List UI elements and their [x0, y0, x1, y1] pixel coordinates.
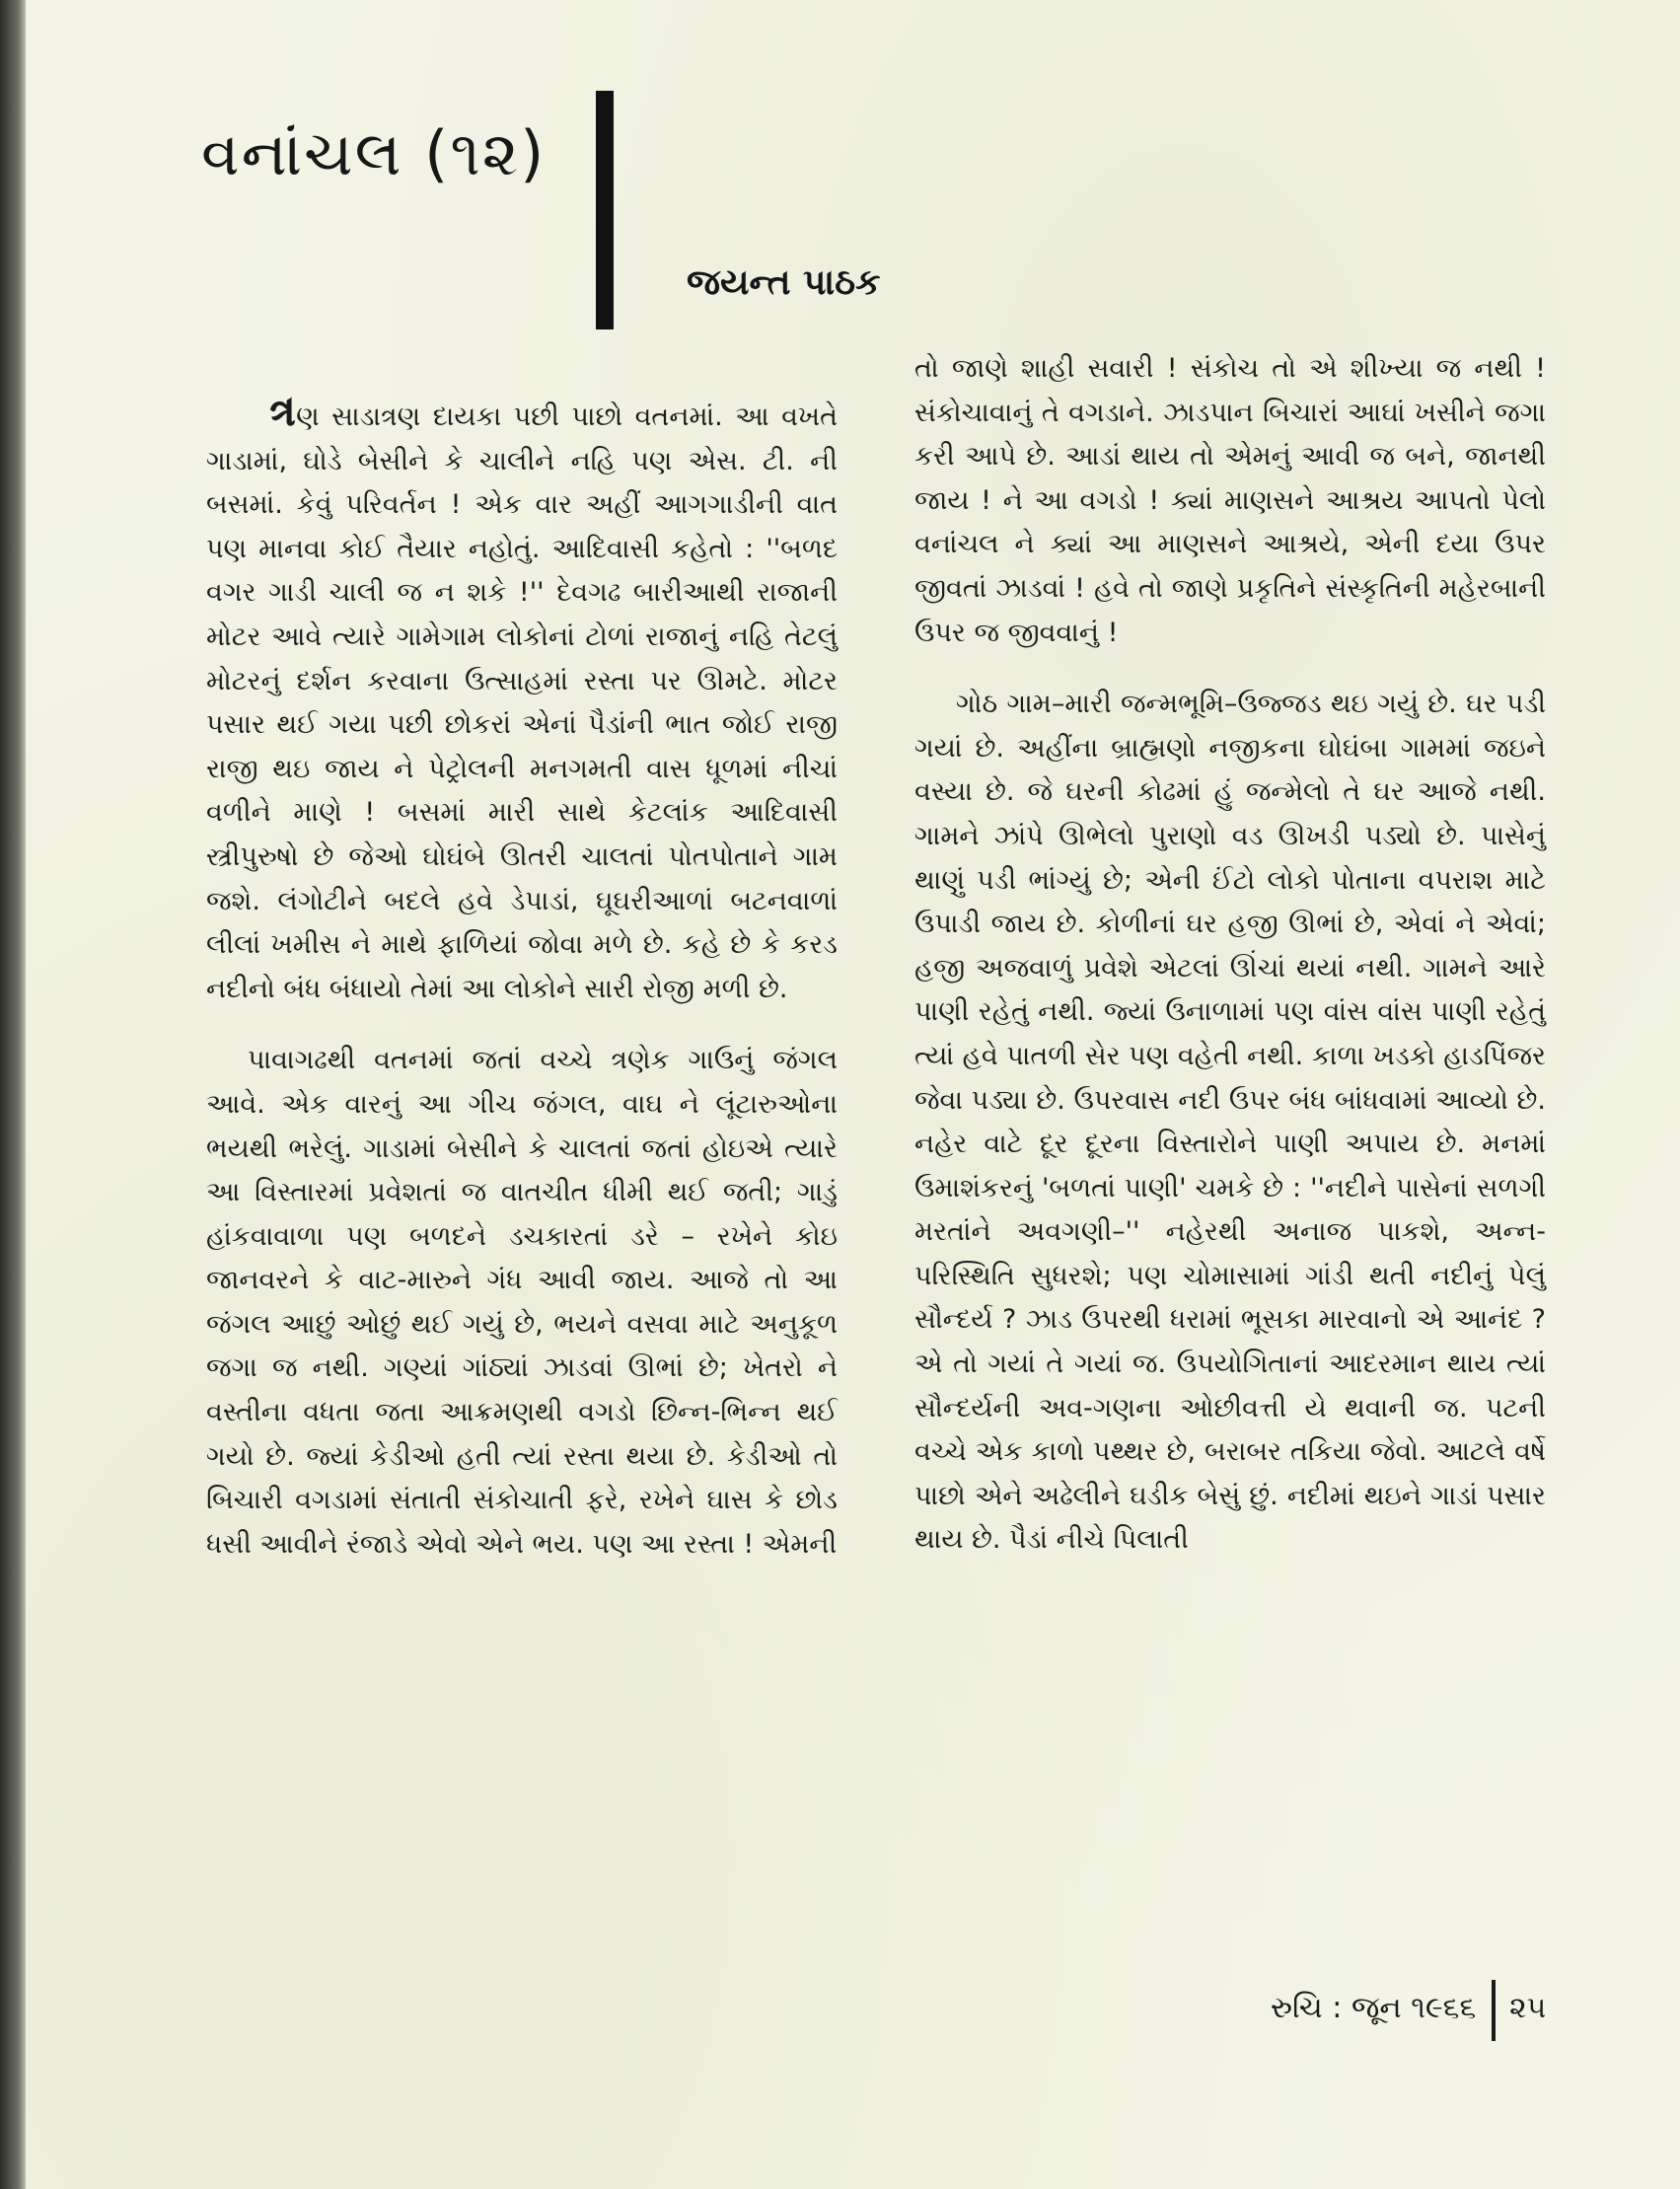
magazine-page — [26, 0, 1680, 2189]
footer-magazine-issue: રુચિ : જૂન ૧૯૬૬ — [1271, 1991, 1477, 2025]
drop-cap: ત્ર — [269, 386, 297, 436]
paragraph-text: ણ સાડાત્રણ દાયકા પછી પાછો વતનમાં. આ વખતે ગાડામાં, ઘોડે બેસીને કે ચાલીને નહિ પણ એસ. ટી. ની બસમાં. કેવું પરિવર્તન ! એક વાર અહીં આગગાડીની વાત પણ માનવા કોઈ તૈયાર નહોતું. આદિવાસી કહેતો : ''બળદ વગર ગાડી ચાલી જ ન શકે !'' દેવગઢ બારીઆથી રાજાની મોટર આવે ત્યારે ગામેગામ લોકોનાં ટોળાં રાજાનું નહિ તેટલું મોટરનું દર્શન કરવાના ઉત્સાહમાં રસ્તા પર ઊમટે. મોટર પસાર થઈ ગયા પછી છોકરાં એનાં પૈડાંની ભાત જોઈ રાજી રાજી થઇ જાય ને પેટ્રોલની મનગમતી વાસ ધૂળમાં નીચાં વળીને માણે ! બસમાં મારી સાથે કેટલાંક આદિવાસી સ્ત્રીપુરુષો છે જેઓ ઘોઘંબે ઊતરી ચાલતાં પોતપોતાને ગામ જશે. લંગોટીને બદલે હવે ડેપાડાં, ઘૂઘરીઆળાં બટનવાળાં લીલાં ખમીસ ને માથે ફાળિયાં જોવા મળે છે. કહે છે કે કરડ નદીનો બંધ બંધાયો તેમાં આ લોકોને સારી રોજી મળી છે. — [206, 401, 838, 1004]
paragraph: પાવાગઢથી વતનમાં જતાં વચ્ચે ત્રણેક ગાઉનું જંગલ આવે. એક વારનું આ ગીચ જંગલ, વાઘ ને લૂંટારુઓના ભયથી ભરેલું. ગાડામાં બેસીને કે ચાલતાં જતાં હોઇએ ત્યારે આ વિસ્તારમાં પ્રવેશતાં જ વાતચીત ધીમી થઈ જતી; ગાડું હાંકવાવાળા પણ બળદને ડચકારતાં ડરે – રખેને કોઇ જાનવરને કે વાટ-મારુને ગંધ આવી જાય. આજે તો આ જંગલ આછું ઓછું થઈ ગયું છે, ભયને વસવા માટે અનુકૂળ જગા જ નથી. ગણ્યાં ગાંઠ્યાં ઝાડવાં ઊભાં છે; ખેતરો ને વસ્તીના વધતા જતા આક્રમણથી વગડો છિન્ન-ભિન્ન થઈ ગયો છે. જ્યાં કેડીઓ હતી ત્યાં રસ્તા થયા છે. કેડીઓ તો બિચારી વગડામાં સંતાતી સંકોચાતી ફરે, રખેને ઘાસ કે છોડ ધસી આવીને રંજાડે એવો એને ભય. પણ આ રસ્તા ! એમની — [206, 1045, 838, 1560]
article-author: જયન્ત પાઠક — [687, 262, 881, 303]
paragraph: તો જાણે શાહી સવારી ! સંકોચ તો એ શીખ્યા જ નથી ! સંકોચાવાનું તે વગડાને. ઝાડપાન બિચારાં આઘાં ખસીને જગા કરી આપે છે. આડાં થાય તો એમનું આવી જ બને, જાનથી જાય ! ને આ વગડો ! ક્યાં માણસને આશ્રય આપતો પેલો વનાંચલ ને ક્યાં આ માણસને આશ્રયે, એની દયા ઉપર જીવતાં ઝાડવાં ! હવે તો જાણે પ્રકૃતિને સંસ્કૃતિની મહેરબાની ઉપર જ જીવવાનું ! — [914, 353, 1546, 648]
page-number: ૨૫ — [1509, 1991, 1547, 2025]
title-divider-bar — [596, 91, 614, 329]
footer-divider — [1492, 1980, 1496, 2041]
left-column — [206, 386, 838, 1567]
paragraph: ગોઠ ગામ–મારી જન્મભૂમિ–ઉજ્જડ થઇ ગયું છે. ઘર પડી ગયાં છે. અહીંના બ્રાહ્મણો નજીકના ઘોઘંબા ગામમાં જઇને વસ્યા છે. જે ઘરની કોઢમાં હું જન્મેલો તે ઘર આજે નથી. ગામને ઝાંપે ઊભેલો પુરાણો વડ ઊખડી પડ્યો છે. પાસેનું થાણું પડી ભાંગ્યું છે; એની ઈંટો લોકો પોતાના વપરાશ માટે ઉપાડી જાય છે. કોળીનાં ઘર હજી ઊભાં છે, એવાં ને એવાં; હજી અજવાળું પ્રવેશે એટલાં ઊંચાં થયાં નથી. ગામને આરે પાણી રહેતું નથી. જ્યાં ઉનાળામાં પણ વાંસ વાંસ પાણી રહેતું ત્યાં હવે પાતળી સેર પણ વહેતી નથી. કાળા ખડકો હાડપિંજર જેવા પડ્યા છે. ઉપરવાસ નદી ઉપર બંધ બાંધવામાં આવ્યો છે. નહેર વાટે દૂર દૂરના વિસ્તારોને પાણી અપાય છે. મનમાં ઉમાશંકરનું 'બળતાં પાણી' ચમકે છે : ''નદીને પાસેનાં સળગી મરતાંને અવગણી–'' નહેરથી અનાજ પાકશે, અન્ન-પરિસ્થિતિ સુધરશે; પણ ચોમાસામાં ગાંડી થતી નદીનું પેલું સૌન્દર્ય ? ઝાડ ઉપરથી ધરામાં ભૂસકા મારવાનો એ આનંદ ? એ તો ગયાં તે ગયાં જ. ઉપયોગિતાનાં આદરમાન થાય ત્યાં સૌન્દર્યની અવ-ગણના ઓછીવત્તી યે થવાની જ. પટની વચ્ચે એક કાળો પથ્થર છે, બરાબર તકિયા જેવો. આટલે વર્ષે પાછો એને અઢેલીને ઘડીક બેસું છું. નદીમાં થઇને ગાડાં પસાર થાય છે. પૈડાં નીચે પિલાતી — [914, 689, 1546, 1556]
article-title: વનાંચલ (૧૨) — [201, 117, 547, 189]
right-column — [914, 347, 1546, 1563]
paragraph — [206, 386, 838, 1011]
page-binding-edge — [0, 0, 26, 2189]
